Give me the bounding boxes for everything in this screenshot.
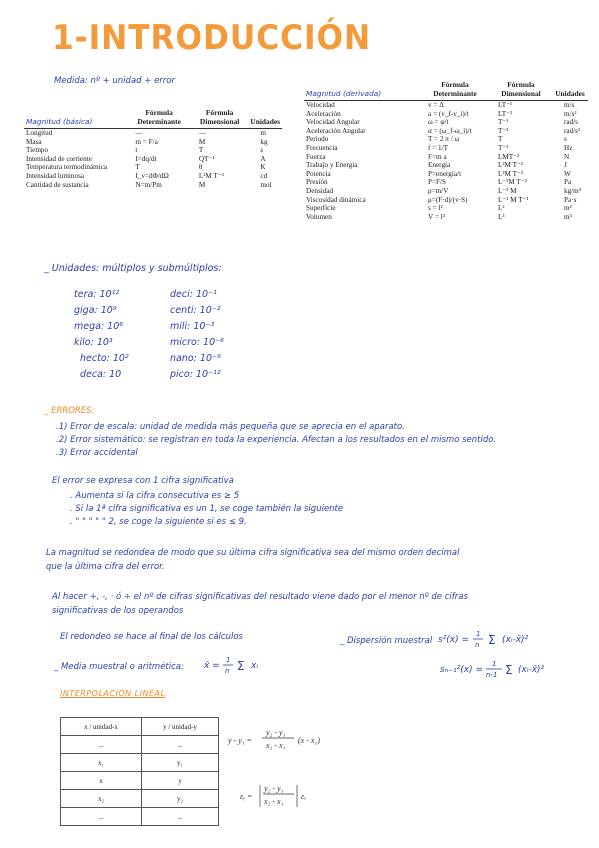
table-header-magnitud: Magnitud (básica) bbox=[26, 117, 93, 126]
table-cell: T bbox=[498, 135, 503, 144]
error-interpolacion-formula bbox=[240, 780, 330, 814]
table-cell: Intensidad de corriente bbox=[26, 154, 92, 163]
table-row bbox=[304, 110, 588, 119]
table-cell: L⁻³ M bbox=[498, 186, 517, 195]
table-cell: m² bbox=[564, 204, 572, 213]
table-cell: Volumen bbox=[306, 212, 332, 221]
table-cell: Velocidad Angular bbox=[306, 118, 360, 127]
table-cell: L²M T⁻³ bbox=[498, 169, 523, 178]
table-cell: Energía bbox=[428, 161, 451, 170]
table-cell: mol bbox=[260, 180, 272, 189]
table-row bbox=[61, 754, 219, 772]
list-item: . Aumenta si la cifra consecutiva es ≥ 5 bbox=[70, 491, 240, 501]
table-cell: P=energía/t bbox=[428, 169, 462, 178]
svg-text:y₂ - y₁: y₂ - y₁ bbox=[264, 784, 284, 793]
list-item: hecto: 10² bbox=[80, 353, 129, 364]
table-row bbox=[304, 204, 588, 213]
table-cell: Fuerza bbox=[306, 152, 326, 161]
page-title: 1-INTRODUCCIÓN bbox=[52, 18, 372, 58]
table-header-formula-dim: Fórmula Dimensional bbox=[501, 80, 541, 98]
dispersion-label: _ Dispersión muestral bbox=[340, 636, 433, 646]
table-row bbox=[24, 163, 282, 172]
table-cell: ρ=m/V bbox=[428, 186, 449, 195]
table-cell: m = F/a bbox=[135, 137, 158, 146]
table-row bbox=[61, 772, 219, 790]
table-cell: Pa·s bbox=[564, 195, 577, 204]
table-cell: m/s² bbox=[564, 109, 577, 118]
list-item: .1) Error de escala: unidad de medida más pequeña que se aprecia en el aparato. bbox=[56, 422, 405, 432]
table-cell: α = (ω_f-ω_i)/t bbox=[428, 126, 472, 135]
table-cell: rad/s bbox=[564, 118, 578, 127]
table-cell: kg bbox=[260, 137, 268, 146]
list-item: pico: 10⁻¹² bbox=[170, 369, 221, 380]
cifra-intro: El error se expresa con 1 cifra significativa bbox=[52, 476, 234, 486]
svg-text:1: 1 bbox=[476, 630, 481, 638]
table-row bbox=[304, 101, 588, 110]
table-header-magnitud: Magnitud (derivada) bbox=[306, 89, 382, 98]
table-cell: L⁻¹M T⁻² bbox=[498, 178, 527, 187]
table-cell: I_v=dΦ/dΩ bbox=[135, 171, 169, 180]
table-cell: L⁻¹ M T⁻¹ bbox=[498, 195, 529, 204]
table-cell: M bbox=[198, 137, 206, 146]
table-cell: ω = φ/t bbox=[428, 118, 449, 127]
table-row bbox=[24, 146, 282, 155]
svg-text:(x - x₁): (x - x₁) bbox=[298, 736, 320, 745]
text-line: que la última cifra del error. bbox=[46, 562, 165, 572]
table-cell: Aceleración bbox=[306, 109, 341, 118]
interpolacion-table bbox=[60, 717, 219, 826]
table-cell: Viscosidad dinámica bbox=[306, 195, 366, 204]
table-cell: F=m a bbox=[428, 152, 447, 161]
table-cell: Densidad bbox=[306, 186, 334, 195]
svg-text:1: 1 bbox=[492, 660, 497, 668]
table-cell: LMT⁻² bbox=[498, 152, 520, 161]
table-cell: y bbox=[142, 772, 219, 790]
table-cell: L³ bbox=[498, 212, 505, 221]
list-item: mega: 10⁶ bbox=[74, 321, 124, 332]
table-cell: N bbox=[564, 152, 570, 161]
table-cell: T⁻¹ bbox=[498, 118, 509, 127]
table-cell: Aceleración Angular bbox=[306, 126, 366, 135]
table-row bbox=[304, 178, 588, 187]
table-header-y: y / unidad-y bbox=[142, 718, 219, 736]
table-cell: s = l² bbox=[428, 204, 443, 213]
svg-text:εₓ: εₓ bbox=[301, 792, 307, 801]
svg-text:s²(x) =: s²(x) = bbox=[438, 635, 470, 645]
svg-text:y₂ - y₁: y₂ - y₁ bbox=[266, 728, 286, 737]
table-cell: T bbox=[135, 163, 140, 172]
dispersion-corregida-formula bbox=[440, 656, 552, 682]
table-cell: N=m/Pm bbox=[135, 180, 162, 189]
table-cell: Trabajo y Energía bbox=[306, 161, 358, 170]
table-cell: s bbox=[564, 135, 567, 144]
table-cell: Masa bbox=[26, 137, 42, 146]
table-row bbox=[24, 172, 282, 181]
text-line: Al hacer +, -, · ó ÷ el nº de cifras significativas del resultado viene dado por el menor nº de cifras bbox=[52, 592, 468, 602]
media-label: _ Media muestral o aritmética: bbox=[54, 662, 184, 672]
list-item: .2) Error sistemático: se registran en toda la experiencia. Afectan a los resultados en el mismo sentido. bbox=[56, 435, 497, 445]
table-cell: — bbox=[191, 129, 249, 138]
dispersion-formula bbox=[438, 626, 550, 652]
list-item: deci: 10⁻¹ bbox=[170, 289, 217, 300]
table-cell: LT⁻¹ bbox=[490, 101, 552, 110]
table-cell: m/s bbox=[552, 101, 588, 110]
list-item: tera: 10¹² bbox=[74, 289, 120, 300]
table-cell: J bbox=[564, 161, 567, 170]
table-cell: L² bbox=[498, 204, 505, 213]
table-cell: Presión bbox=[306, 178, 328, 187]
table-header-unidades: Unidades bbox=[250, 117, 280, 126]
list-item: . " " " " " 2, se coge la siguiente si es ≤ 9. bbox=[70, 517, 247, 527]
table-cell: θ bbox=[198, 163, 203, 172]
errores-heading: _ ERRORES: bbox=[44, 406, 95, 416]
interpolacion-heading: INTERPOLACIÓN LINEAL bbox=[60, 689, 166, 698]
table-row bbox=[304, 135, 588, 144]
table-cell: f = 1/T bbox=[428, 143, 449, 152]
redondeo-text bbox=[46, 546, 596, 574]
table-row bbox=[61, 790, 219, 808]
list-item: mili: 10⁻³ bbox=[170, 321, 215, 332]
svg-text:sₙ₋₁²(x) =: sₙ₋₁²(x) = bbox=[440, 665, 483, 675]
list-item: micro: 10⁻⁶ bbox=[170, 337, 224, 348]
table-cell: A bbox=[260, 154, 266, 163]
table-cell: T⁻² bbox=[498, 126, 509, 135]
table-cell: ... bbox=[177, 812, 183, 821]
table-cell: cd bbox=[260, 171, 268, 180]
svg-text:1: 1 bbox=[226, 656, 231, 664]
table-row bbox=[304, 144, 588, 153]
unidades-heading: _ Unidades: múltiplos y submúltiplos: bbox=[44, 263, 222, 274]
table-cell: Potencia bbox=[306, 169, 331, 178]
table-cell: a = (v_f-v_i)/t bbox=[428, 109, 469, 118]
table-cell: Pa bbox=[564, 178, 572, 187]
table-cell: Longitud bbox=[24, 129, 127, 138]
table-cell: m³ bbox=[564, 212, 572, 221]
table-cell: y₂ bbox=[142, 790, 219, 808]
table-cell: Velocidad bbox=[304, 101, 420, 110]
table-row bbox=[61, 808, 219, 826]
table-magnitudes-derivadas bbox=[304, 80, 588, 221]
table-row bbox=[304, 118, 588, 127]
table-cell: μ=(F·d)/(v·S) bbox=[428, 195, 468, 204]
table-cell: ... bbox=[142, 736, 219, 754]
list-item: deca: 10 bbox=[80, 369, 122, 380]
text-line: La magnitud se redondea de modo que su última cifra significativa sea del mismo orden decimal bbox=[46, 548, 460, 558]
medida-note: Medida: nº + unidad + error bbox=[54, 76, 175, 86]
table-cell: Cantidad de sustancia bbox=[26, 180, 89, 189]
table-header-formula-dim: Fórmula Dimensional bbox=[199, 108, 240, 126]
svg-text:(xᵢ-x̄)²: (xᵢ-x̄)² bbox=[518, 665, 545, 675]
table-header-x: x / unidad-x bbox=[61, 718, 142, 736]
svg-text:n-1: n-1 bbox=[486, 671, 498, 679]
table-cell: kg/m³ bbox=[564, 186, 581, 195]
list-item: . Si la 1ª cifra significativa es un 1, se coge también la siguiente bbox=[70, 504, 344, 514]
table-cell: x₂ bbox=[61, 790, 142, 808]
svg-text:n: n bbox=[475, 641, 480, 649]
table-row bbox=[24, 181, 282, 190]
table-row bbox=[304, 153, 588, 162]
table-cell: QT⁻¹ bbox=[198, 154, 215, 163]
table-cell: T⁻¹ bbox=[498, 143, 509, 152]
redondeo-final: El redondeo se hace al final de los cálculos bbox=[60, 632, 243, 642]
table-cell: rad/s² bbox=[564, 126, 581, 135]
table-cell: K bbox=[260, 163, 266, 172]
table-magnitudes-basicas bbox=[24, 108, 282, 189]
table-row bbox=[61, 736, 219, 754]
svg-text:εᵧ =: εᵧ = bbox=[240, 792, 253, 801]
svg-text:xᵢ: xᵢ bbox=[251, 661, 258, 671]
table-row bbox=[304, 161, 588, 170]
operaciones-text bbox=[52, 590, 597, 618]
list-item: giga: 10⁹ bbox=[74, 305, 117, 316]
table-row bbox=[24, 129, 282, 138]
table-row bbox=[304, 213, 588, 222]
table-cell: x bbox=[61, 772, 142, 790]
table-row bbox=[304, 127, 588, 136]
table-header-formula-det: Fórmula Determinante bbox=[433, 80, 477, 98]
multiplos-list bbox=[74, 287, 164, 383]
table-cell: P=F/S bbox=[428, 178, 447, 187]
table-cell: Intensidad luminosa bbox=[26, 171, 85, 180]
table-header-formula-det: Fórmula Determinante bbox=[137, 108, 181, 126]
table-cell: Frecuencia bbox=[306, 143, 338, 152]
table-cell: T = 2 π / ω bbox=[428, 135, 460, 144]
svg-text:Σ: Σ bbox=[237, 659, 245, 673]
table-cell: Tiempo bbox=[26, 146, 49, 155]
svg-text:y - y₁ =: y - y₁ = bbox=[228, 736, 252, 745]
svg-text:x̄ =: x̄ = bbox=[204, 661, 220, 671]
interpolacion-formula bbox=[228, 724, 338, 758]
table-cell: — bbox=[127, 129, 190, 138]
svg-text:(xᵢ-x̄)²: (xᵢ-x̄)² bbox=[502, 635, 529, 645]
list-item: nano: 10⁻⁹ bbox=[170, 353, 221, 364]
svg-text:Σ: Σ bbox=[505, 663, 513, 677]
table-cell: ... bbox=[61, 808, 142, 826]
list-item: .3) Error accidental bbox=[56, 448, 138, 458]
table-cell: L²M T⁻² bbox=[498, 161, 523, 170]
table-cell: Superficie bbox=[306, 204, 336, 213]
svg-text:Σ: Σ bbox=[488, 633, 496, 647]
table-cell: T bbox=[198, 146, 204, 155]
table-cell: LT⁻² bbox=[498, 109, 513, 118]
errores-list bbox=[56, 421, 586, 460]
list-item: centi: 10⁻² bbox=[170, 305, 221, 316]
text-line: significativas de los operandos bbox=[52, 606, 184, 616]
svg-text:x₂ - x₁: x₂ - x₁ bbox=[266, 741, 286, 750]
table-cell: t bbox=[135, 146, 138, 155]
table-row bbox=[24, 155, 282, 164]
table-cell: Hz bbox=[564, 143, 573, 152]
table-cell: x₁ bbox=[61, 754, 142, 772]
table-row bbox=[304, 187, 588, 196]
table-header-unidades: Unidades bbox=[555, 89, 585, 98]
table-row bbox=[304, 196, 588, 205]
table-cell: I=dq/dt bbox=[135, 154, 157, 163]
table-cell: v = Δ bbox=[420, 101, 490, 110]
table-cell: L²M T⁻³ bbox=[198, 171, 224, 180]
table-row bbox=[304, 170, 588, 179]
table-cell: M bbox=[198, 180, 206, 189]
table-cell: ... bbox=[61, 736, 142, 754]
table-cell: Temperatura termodinámica bbox=[26, 163, 108, 172]
media-formula bbox=[204, 652, 274, 678]
cifra-rules bbox=[70, 490, 570, 529]
table-cell: Periodo bbox=[306, 135, 329, 144]
table-cell: s bbox=[260, 146, 264, 155]
table-cell: W bbox=[564, 169, 571, 178]
table-row bbox=[24, 138, 282, 147]
table-cell: m bbox=[248, 129, 282, 138]
svg-text:x₂ - x₁: x₂ - x₁ bbox=[264, 797, 284, 806]
table-cell: V = l³ bbox=[428, 212, 445, 221]
table-cell: y₁ bbox=[142, 754, 219, 772]
svg-text:n: n bbox=[225, 667, 230, 675]
submultiplos-list bbox=[170, 287, 270, 383]
list-item: kilo: 10³ bbox=[74, 337, 113, 348]
